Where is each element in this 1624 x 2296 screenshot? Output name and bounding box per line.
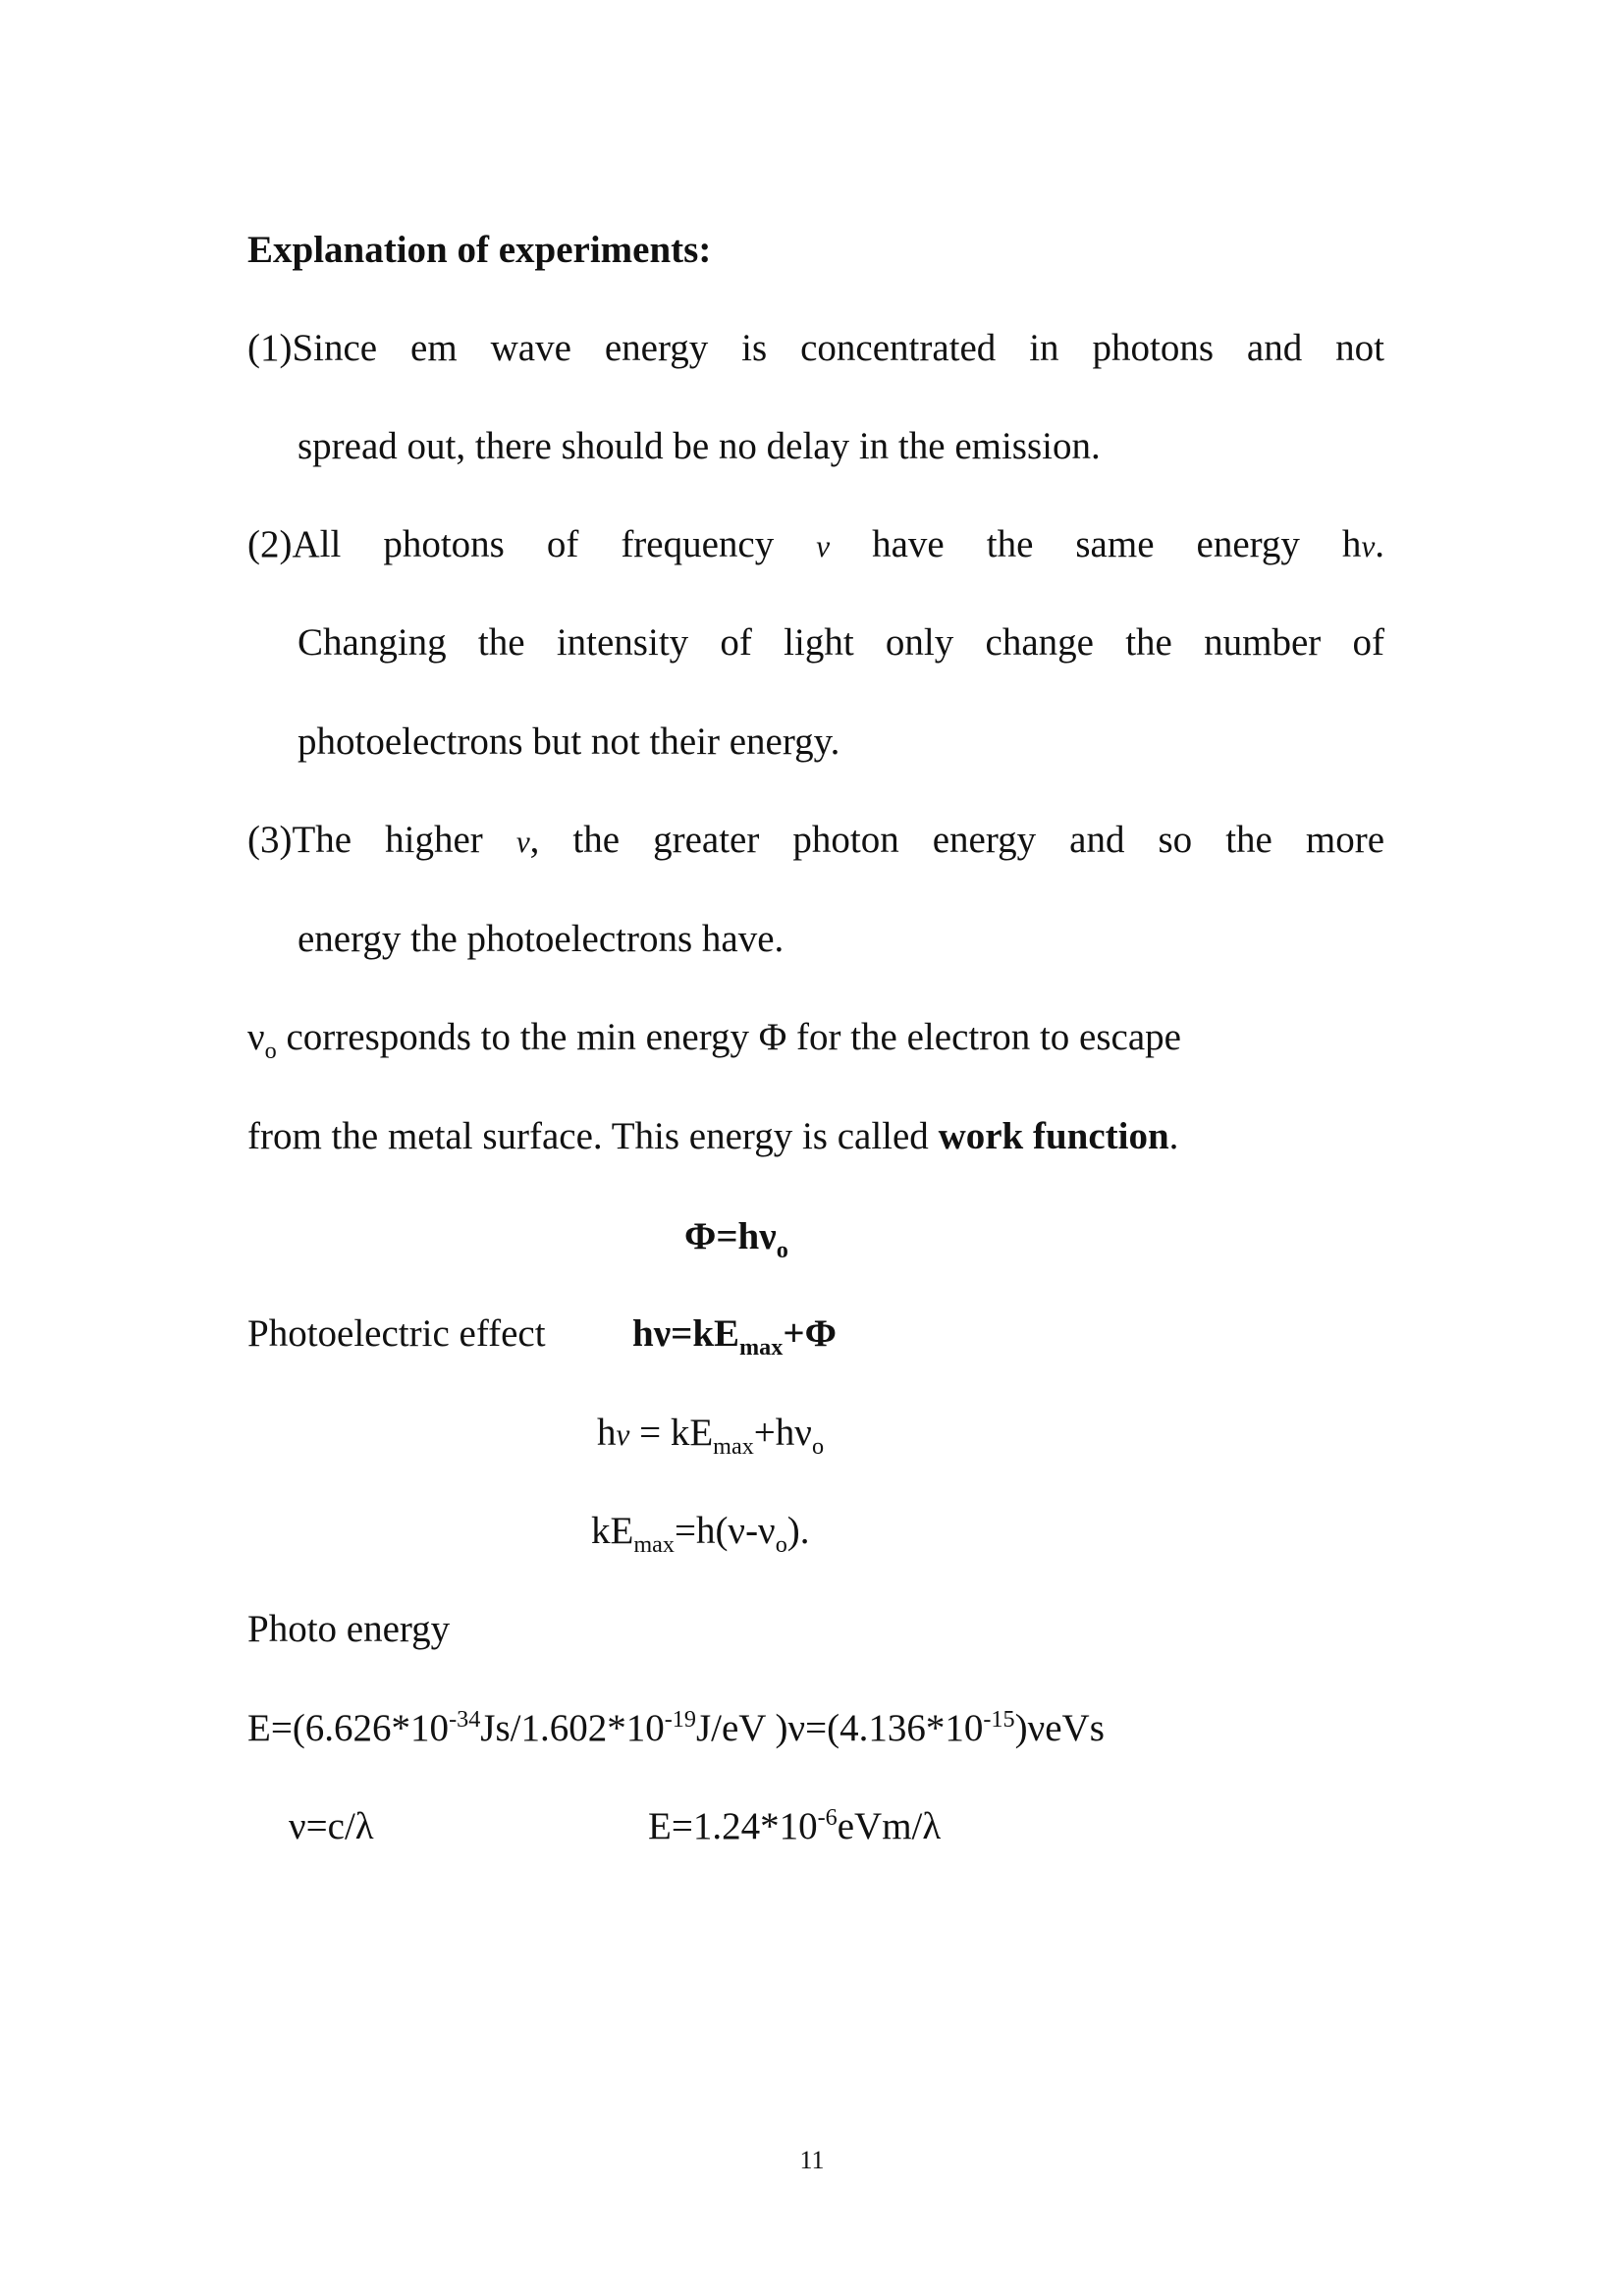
eq-text: +hν <box>753 1412 812 1454</box>
eq-text: =h(ν-ν <box>674 1510 776 1552</box>
eq-text: E=1.24*10 <box>648 1805 818 1847</box>
eq-text: E=(6.626*10 <box>247 1707 450 1749</box>
eq-text: Φ=hν <box>684 1215 777 1257</box>
nu-symbol: ν <box>515 825 530 859</box>
eq-text: kE <box>591 1510 634 1552</box>
eq-text: ). <box>786 1510 810 1552</box>
eq-text: )νeVs <box>1014 1707 1105 1749</box>
section-heading <box>247 226 711 275</box>
eq-text: eVm/λ <box>837 1805 942 1847</box>
item2-text-b: have the same energy h <box>872 523 1362 565</box>
eq-text: hν=kE <box>632 1312 740 1355</box>
equation-5-right <box>648 1802 941 1851</box>
superscript: -34 <box>449 1706 481 1733</box>
equation-4 <box>247 1704 1105 1753</box>
item3-text-a: (3)The higher <box>247 819 483 861</box>
item3-text-b: , the greater photon energy and so the more <box>529 819 1385 861</box>
item2-text-a: (2)All photons of frequency <box>247 523 775 565</box>
photo-energy-label: Photo energy <box>247 1608 451 1650</box>
eq-text: J/eV )ν=(4.136*10 <box>695 1707 984 1749</box>
item2-line3: photoelectrons but not their energy. <box>298 721 840 763</box>
para-text: from the metal surface. This energy is called <box>247 1115 939 1157</box>
eq-text: +Φ <box>783 1312 837 1355</box>
superscript: -15 <box>983 1706 1015 1733</box>
subscript: o <box>776 1236 788 1263</box>
para-line1 <box>247 1013 1181 1062</box>
superscript: -6 <box>817 1804 838 1831</box>
work-function-term: work function <box>938 1115 1169 1157</box>
nu-symbol: ν <box>1361 529 1376 563</box>
eq-text: = kE <box>629 1412 714 1454</box>
item2-text-c: . <box>1375 523 1385 565</box>
subscript: max <box>713 1432 754 1460</box>
subscript: max <box>633 1530 675 1558</box>
subscript: max <box>739 1333 784 1361</box>
item2-line2: Changing the intensity of light only change the number of <box>298 621 1384 664</box>
photoelectric-label: Photoelectric effect <box>247 1312 546 1355</box>
subscript: o <box>264 1037 277 1064</box>
superscript: -19 <box>664 1706 696 1733</box>
item1-line1: (1)Since em wave energy is concentrated in photons and not <box>247 327 1384 369</box>
nu-symbol: ν <box>816 529 831 563</box>
para-text: corresponds to the min energy Φ for the electron to escape <box>276 1016 1181 1058</box>
eq-text: Js/1.602*10 <box>480 1707 665 1749</box>
para-line2 <box>247 1112 1178 1161</box>
photoelectric-equation <box>632 1309 837 1359</box>
equation-3 <box>591 1507 810 1556</box>
nu-symbol: ν <box>247 1016 265 1058</box>
equation-5-left: ν=c/λ <box>289 1805 374 1847</box>
nu-symbol: ν <box>616 1417 630 1452</box>
item3-line2: energy the photoelectrons have. <box>298 918 785 960</box>
subscript: o <box>775 1530 787 1558</box>
item2-line1 <box>247 520 1384 569</box>
para-text: . <box>1168 1115 1179 1157</box>
page-number: 11 <box>799 2146 825 2174</box>
heading-text: Explanation of experiments: <box>247 229 712 271</box>
eq-text: h <box>597 1412 617 1454</box>
item3-line1 <box>247 816 1384 865</box>
equation-2 <box>597 1409 824 1458</box>
work-function-equation <box>684 1212 788 1261</box>
subscript: o <box>811 1432 825 1460</box>
item1-line2: spread out, there should be no delay in the emission. <box>298 425 1101 467</box>
